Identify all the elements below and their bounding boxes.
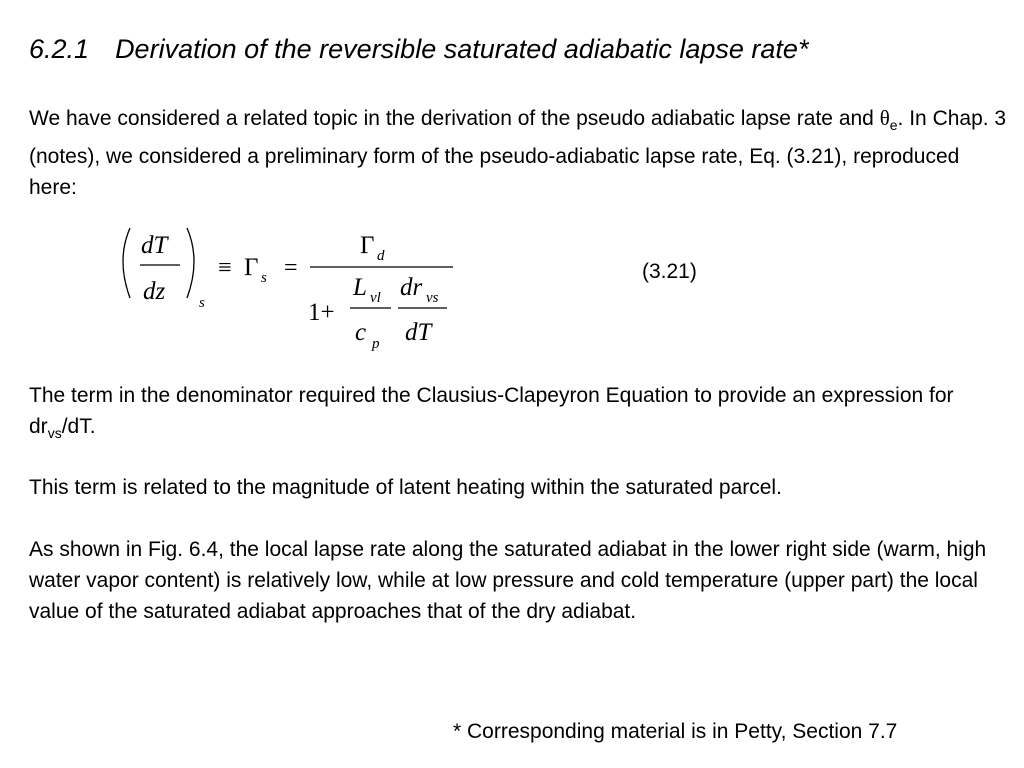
denominator-text: The term in the denominator required the Clausius-Clapeyron Equation to provide an expression for dr xyxy=(29,384,954,438)
intro-paragraph xyxy=(29,103,1009,203)
equation-number: (3.21) xyxy=(642,260,697,283)
theta-subscript: e xyxy=(889,117,898,134)
section-number: 6.2.1 xyxy=(29,34,90,64)
denominator-end: /dT. xyxy=(61,415,96,438)
theta-symbol: θ xyxy=(879,106,890,130)
rhs-numerator-gamma: Γ xyxy=(360,232,375,259)
intro-line-1: We have considered a related topic in the derivation of the pseudo adiabatic lapse rate xyxy=(29,107,833,130)
gamma-symbol: Γ xyxy=(244,254,259,281)
lapse-rate-equation xyxy=(110,220,470,355)
lhs-denominator: dz xyxy=(143,278,166,305)
specific-heat-subscript: p xyxy=(372,336,380,352)
latent-heat-subscript: vl xyxy=(370,290,381,306)
equiv-sign: ≡ xyxy=(218,255,232,281)
intro-rest: . In Chap. 3 (notes), we considered a preliminary form of the pseudo-adiabatic lapse rate, Eq. (3.21), reproduced here: xyxy=(29,107,1007,200)
latent-heating-paragraph: This term is related to the magnitude of latent heating within the saturated parcel. xyxy=(29,476,782,499)
lhs-numerator: dT xyxy=(141,232,168,259)
one-plus: 1+ xyxy=(308,299,335,326)
section-title-text: Derivation of the reversible saturated adiabatic lapse rate* xyxy=(115,34,809,64)
gamma-subscript: s xyxy=(261,270,267,286)
footnote: * Corresponding material is in Petty, Section 7.7 xyxy=(453,720,898,743)
drvs-subscript: vs xyxy=(47,425,62,442)
right-paren xyxy=(187,228,194,298)
latent-heat-L: L xyxy=(353,274,367,301)
lhs-subscript: s xyxy=(199,295,205,311)
denominator-paragraph xyxy=(29,380,1009,449)
figure-paragraph: As shown in Fig. 6.4, the local lapse rate along the saturated adiabat in the lower right side (warm, high water vapor content) is relatively low, while at low pressure and cold temperature (upper part) the local value of the saturated adiabat approaches that of the dry adiabat. xyxy=(29,538,987,623)
dr-subscript: vs xyxy=(426,290,439,306)
equals-sign: = xyxy=(284,255,298,281)
intro-and: and xyxy=(838,107,880,130)
specific-heat-c: c xyxy=(355,319,367,346)
rhs-numerator-subscript: d xyxy=(377,248,385,264)
dr-symbol: dr xyxy=(400,274,423,301)
left-paren xyxy=(123,228,130,298)
dT-symbol: dT xyxy=(405,319,432,346)
page-title xyxy=(29,34,808,65)
